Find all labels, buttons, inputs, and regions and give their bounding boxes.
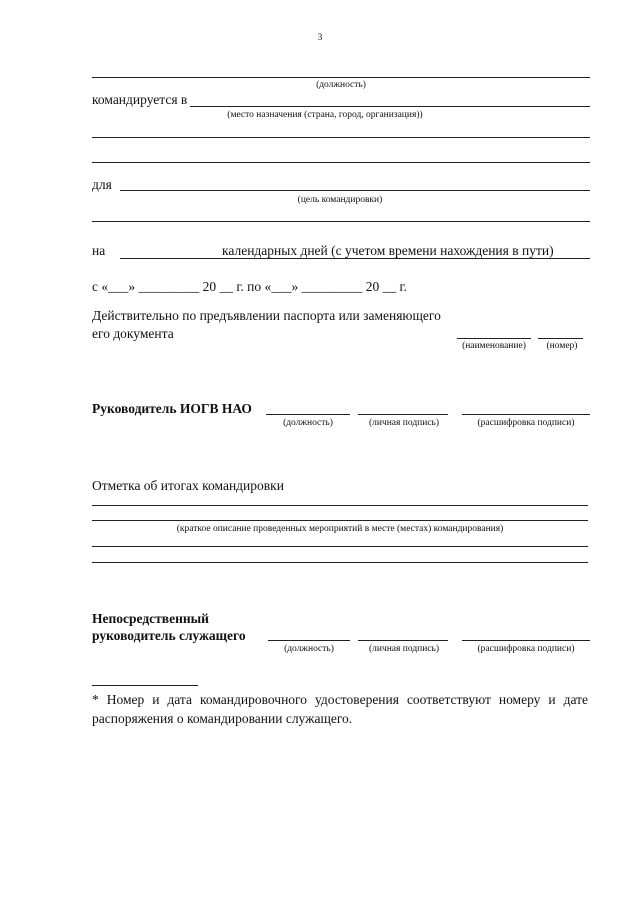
results-line-4 bbox=[92, 562, 588, 563]
head-decoding-line bbox=[462, 414, 590, 415]
supervisor-decoding-line bbox=[462, 640, 590, 641]
results-title: Отметка об итогах командировки bbox=[92, 478, 284, 493]
head-position-caption: (должность) bbox=[283, 418, 333, 428]
supervisor-signature-line bbox=[358, 640, 448, 641]
document-number-line bbox=[538, 338, 583, 339]
purpose-line bbox=[120, 190, 590, 191]
results-caption: (краткое описание проведенных мероприятий в месте (местах) командирования) bbox=[176, 524, 504, 534]
page-number: 3 bbox=[317, 33, 323, 43]
supervisor-title-line-1: Непосредственный bbox=[92, 611, 209, 626]
results-line-1 bbox=[92, 505, 588, 506]
purpose-line-2 bbox=[92, 221, 590, 222]
results-line-2 bbox=[92, 520, 588, 521]
duration-line bbox=[120, 258, 590, 259]
head-position-line bbox=[266, 414, 350, 415]
destination-line-2 bbox=[92, 137, 590, 138]
head-decoding-caption: (расшифровка подписи) bbox=[477, 418, 575, 428]
supervisor-signature-caption: (личная подпись) bbox=[368, 644, 440, 654]
document-name-line bbox=[457, 338, 531, 339]
head-signature-line bbox=[358, 414, 448, 415]
document-number-caption: (номер) bbox=[546, 341, 578, 351]
position-caption: (должность) bbox=[316, 80, 366, 90]
footnote-text: * Номер и дата командировочного удостоверения соответствуют номеру и дате распоряжения о командировании служащего. bbox=[92, 692, 588, 726]
purpose-caption: (цель командировки) bbox=[297, 195, 383, 205]
destination-caption: (место назначения (страна, город, организация)) bbox=[227, 110, 423, 120]
dates-text: с «___» _________ 20 __ г. по «___» _________ 20 __ г. bbox=[92, 279, 407, 294]
destination-line bbox=[190, 106, 590, 107]
supervisor-position-caption: (должность) bbox=[284, 644, 334, 654]
for-label: для bbox=[92, 177, 112, 192]
position-line bbox=[92, 77, 590, 78]
supervisor-position-line bbox=[268, 640, 350, 641]
destination-line-3 bbox=[92, 162, 590, 163]
document-name-caption: (наименование) bbox=[462, 341, 526, 351]
footnote-separator bbox=[92, 685, 198, 686]
validity-line-1: Действительно по предъявлении паспорта или заменяющего bbox=[92, 308, 441, 323]
supervisor-decoding-caption: (расшифровка подписи) bbox=[477, 644, 575, 654]
validity-line-2: его документа bbox=[92, 326, 174, 341]
results-line-3 bbox=[92, 546, 588, 547]
duration-on-label: на bbox=[92, 243, 106, 258]
sent-to-label: командируется в bbox=[92, 92, 188, 107]
head-signature-caption: (личная подпись) bbox=[368, 418, 440, 428]
supervisor-title-line-2: руководитель служащего bbox=[92, 628, 246, 643]
duration-days-text: календарных дней (с учетом времени нахождения в пути) bbox=[222, 243, 554, 258]
head-title: Руководитель ИОГВ НАО bbox=[92, 401, 252, 416]
